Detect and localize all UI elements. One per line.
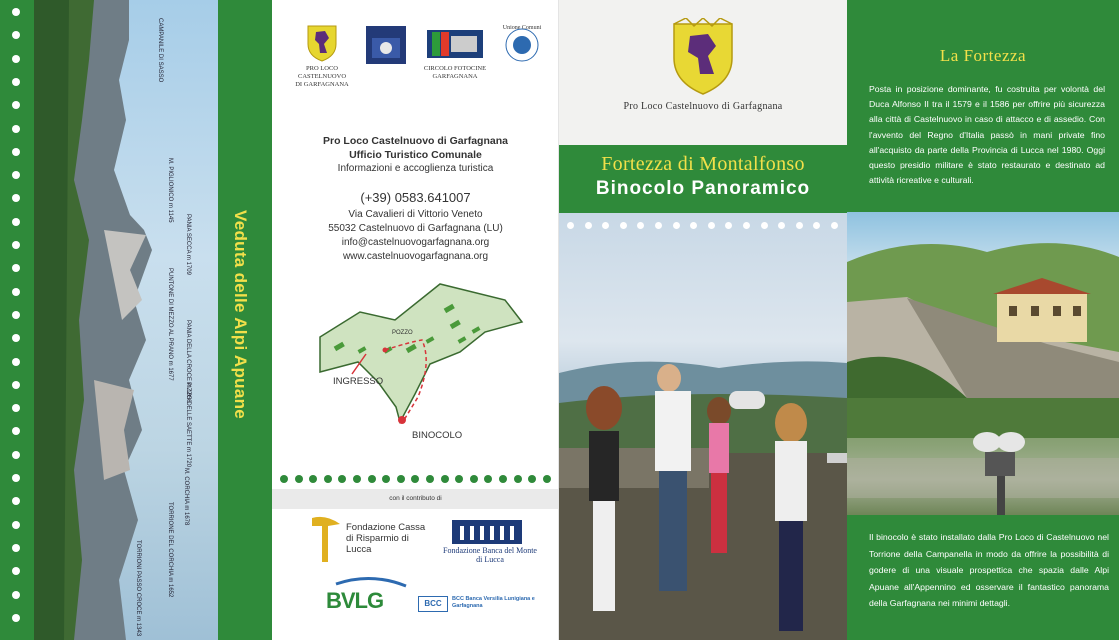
green-dot [309, 475, 317, 483]
peak-label: TORRIONI PASSO CROCE m 1343 [135, 540, 141, 637]
sponsor-banca-monte [442, 520, 542, 570]
sponsor-bcc-name: BCC Banca Versilia Lunigiana e Garfagnana [452, 596, 535, 609]
green-dot [324, 475, 332, 483]
white-dot [796, 222, 803, 229]
perforation-dots [0, 0, 34, 640]
green-dot [470, 475, 478, 483]
binocular-photo [847, 398, 1119, 515]
green-dot [484, 475, 492, 483]
green-dot [441, 475, 449, 483]
fortress-photo [847, 212, 1119, 398]
white-dot [673, 222, 680, 229]
white-dot [831, 222, 838, 229]
green-dot [411, 475, 419, 483]
sponsor-bcc [418, 594, 538, 616]
perforation-dot [12, 334, 20, 342]
white-dot [620, 222, 627, 229]
phone-number: (+39) 0583.641007 [360, 190, 471, 205]
perforation-dot [12, 148, 20, 156]
logo-circolo-caption: CIRCOLO FOTOCINE GARFAGNANA [423, 65, 487, 80]
perforation-dot [12, 567, 20, 575]
svg-text:Unione Comuni: Unione Comuni [502, 25, 542, 31]
perforation-dot [12, 194, 20, 202]
green-dot [455, 475, 463, 483]
logo-provincia-lucca [364, 26, 408, 67]
org-name: Pro Loco Castelnuovo di Garfagnana [323, 135, 508, 147]
website-link[interactable]: www.castelnuovogarfagnana.org [342, 251, 489, 262]
sponsor-fondazione-cassa-name: Fondazione Cassa di Risparmio di Lucca [346, 522, 426, 555]
peak-label: M. PIGLIONICO m 1145 [167, 158, 173, 223]
info-panel [272, 0, 559, 640]
perforation-dot [12, 55, 20, 63]
green-dot [543, 475, 551, 483]
perforation-dot [12, 404, 20, 412]
perforation-dot [12, 311, 20, 319]
perforation-dot [12, 78, 20, 86]
fortress-map [300, 282, 540, 442]
perforation-dot [12, 8, 20, 16]
green-dot [280, 475, 288, 483]
cover-panel [559, 0, 847, 640]
green-dot [528, 475, 536, 483]
peak-label: TORRIONE DEL CORCHIA m 1652 [167, 502, 173, 598]
sponsor-fondazione-cassa [308, 516, 428, 572]
perforation-dot [12, 497, 20, 505]
panorama-panel [0, 0, 218, 640]
perforation-dot [12, 171, 20, 179]
crest-icon [668, 18, 738, 96]
white-dot [761, 222, 768, 229]
green-dot [353, 475, 361, 483]
green-dot [426, 475, 434, 483]
peak-label: M. CORCHIA m 1678 [183, 468, 189, 526]
perforation-dot [12, 544, 20, 552]
office-name: Ufficio Turistico Comunale [349, 149, 482, 161]
logo-pro-loco [286, 22, 358, 89]
green-dot [382, 475, 390, 483]
white-dot [743, 222, 750, 229]
cover-header [559, 0, 847, 145]
perforation-dot [12, 125, 20, 133]
perforation-dot [12, 264, 20, 272]
perforation-dot [12, 451, 20, 459]
logo-pro-loco-caption: PRO LOCO CASTELNUOVO DI GARFAGNANA [295, 65, 349, 88]
email-address[interactable]: info@castelnuovogarfagnana.org [341, 237, 490, 248]
peak-label: PANIA DELLA CROCE m 1858 [185, 320, 191, 403]
perforation-dot [12, 521, 20, 529]
bcc-badge: BCC [418, 596, 448, 612]
address-city: 55032 Castelnuovo di Garfagnana (LU) [328, 223, 503, 234]
perforation-dot [12, 358, 20, 366]
perforation-dot [12, 31, 20, 39]
peak-label: PANIA SECCA m 1709 [185, 214, 191, 275]
green-dot [338, 475, 346, 483]
map-label-binocolo: BINOCOLO [412, 430, 463, 441]
perforation-dot [12, 474, 20, 482]
cover-brand: Pro Loco Castelnuovo di Garfagnana [623, 101, 783, 112]
perforation-dot [12, 218, 20, 226]
perforation-dot [12, 427, 20, 435]
perforation-dot [12, 288, 20, 296]
cover-photo [559, 213, 847, 640]
peak-label: CAMPANILE DI SASSO [157, 18, 163, 83]
map-label-pozzo: POZZO [392, 330, 413, 336]
fortezza-heading: La Fortezza [939, 46, 1027, 65]
panorama-title: Veduta delle Alpi Apuane [231, 210, 250, 420]
perforation-dot [12, 381, 20, 389]
contact-block [272, 134, 559, 264]
map-label-ingresso: INGRESSO [333, 376, 384, 387]
fortezza-paragraph: Posta in posizione dominante, fu costruita per volontà del Duca Alfonso II tra il 1579 e il 1586 per offrire più sicurezza alla città di Castelnuovo in caso di attacco e di assedio. Con l'avvento del Regno d'Italia passò in mani private fino all'acquisto da parte della Provincia di Lucca nel 1980. Oggi questo presidio militare è stato restaurato e destinato ad attività ricreative e culturali. [869, 84, 1105, 186]
green-dot [295, 475, 303, 483]
green-dot [368, 475, 376, 483]
cover-title-line1: Fortezza di Montalfonso [601, 153, 805, 175]
white-dot [708, 222, 715, 229]
logo-unione-comuni [494, 20, 550, 73]
peak-label: PUNTONE DI MEZZO AL PRANO m 1677 [167, 268, 173, 381]
sponsor-bvlg-name: BVLG [326, 588, 384, 613]
white-dot [585, 222, 592, 229]
green-dot [397, 475, 405, 483]
cover-title-line2: Binocolo Panoramico [595, 178, 811, 199]
vertical-title-band [218, 0, 272, 640]
white-dot [567, 222, 574, 229]
office-subtitle: Informazioni e accoglienza turistica [337, 163, 494, 174]
perforation-dot [12, 614, 20, 622]
perforation-dot [12, 101, 20, 109]
fortezza-panel [847, 0, 1119, 640]
white-dot [655, 222, 662, 229]
green-dot [499, 475, 507, 483]
logo-circolo-fotocine [422, 26, 488, 81]
sponsor-banca-monte-name: Fondazione Banca del Monte di Lucca [443, 546, 537, 564]
sponsor-bvlg [326, 576, 416, 616]
perforation-dot [12, 241, 20, 249]
perforation-dot [12, 591, 20, 599]
peak-label: PIZZO DELLE SAETTE m 1720 [185, 382, 191, 468]
binocolo-paragraph: Il binocolo è stato installato dalla Pro Loco di Castelnuovo nel Torrione della Campanella in modo da offrire la possibilità di godere di una visuale prospettica che spazia dalle Alpi Apuane all'Appennino ed osservare il fantastico panorama della Garfagnana nei minimi dettagli. [869, 532, 1109, 609]
address-street: Via Cavalieri di Vittorio Veneto [348, 209, 483, 220]
green-dot-divider [280, 475, 555, 485]
contrib-label: con il contributo di [389, 495, 442, 502]
green-dot [514, 475, 522, 483]
